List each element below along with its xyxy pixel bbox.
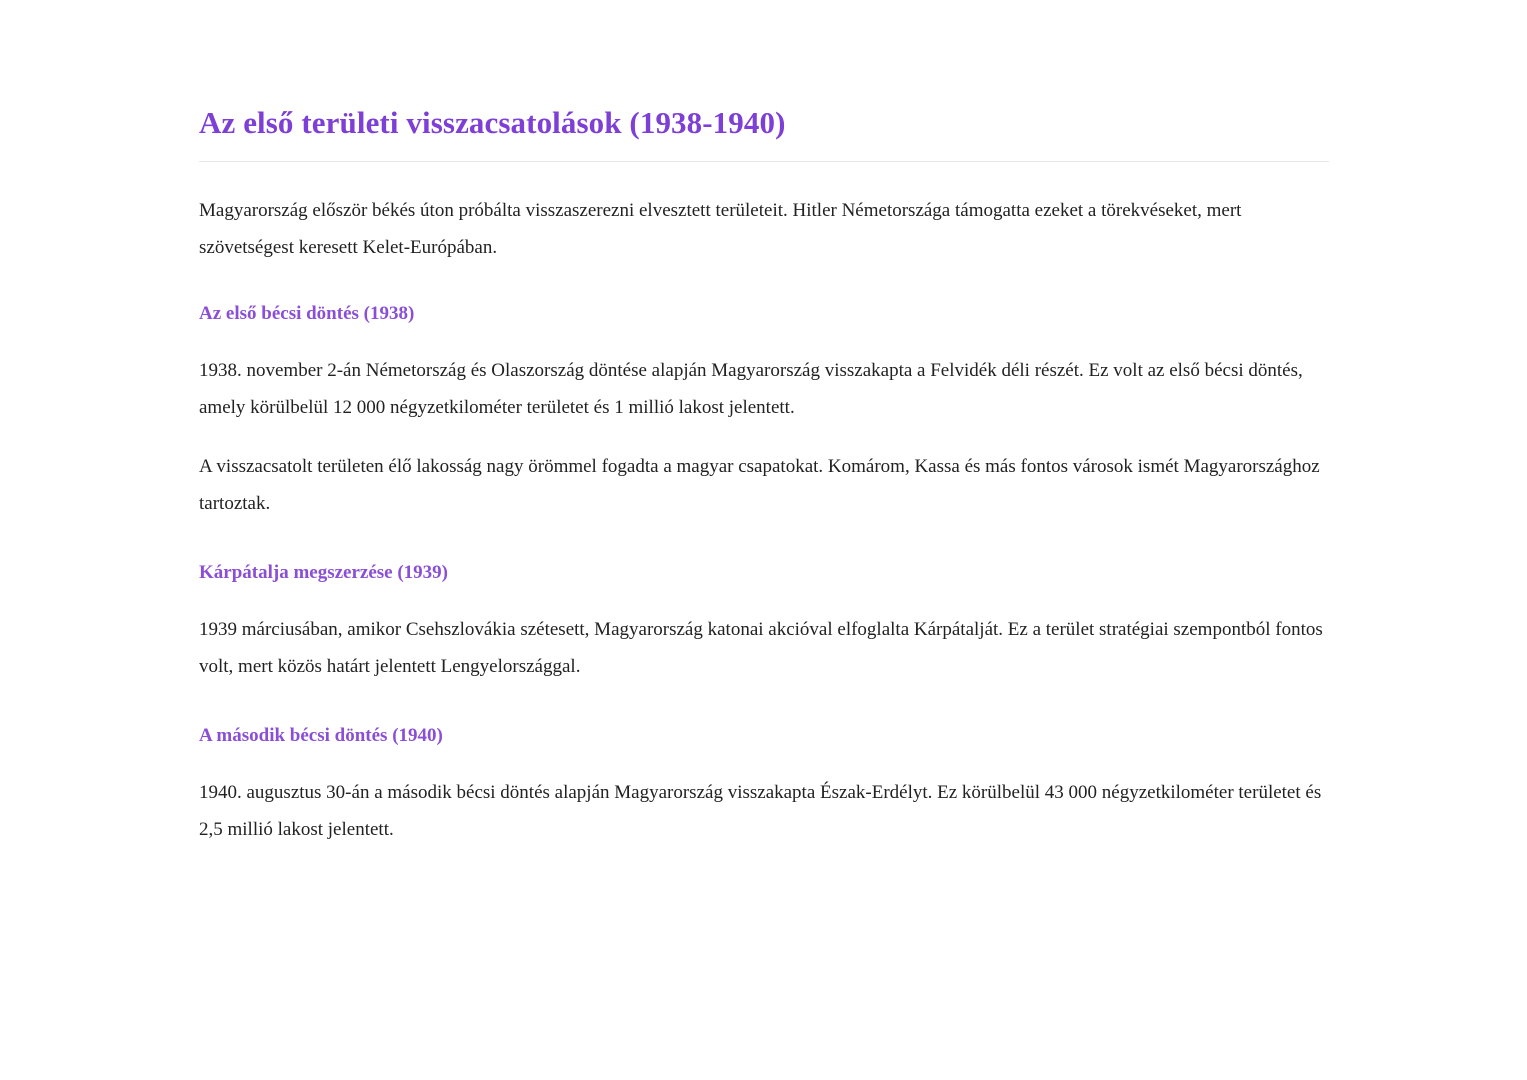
intro-paragraph: Magyarország először békés úton próbálta visszaszerezni elvesztett területeit. Hitler Németországa támogatta ezeket a törekvéseket, mert szövetségest keresett Kelet-Európában. — [199, 200, 1242, 258]
section-paragraph: 1939 márciusában, amikor Csehszlovákia szétesett, Magyarország katonai akcióval elfoglalta Kárpátalját. Ez a terület stratégiai szempontból fontos volt, mert közös határt jelentett Lengyelországgal. — [199, 619, 1323, 677]
section-heading-second-vienna-award: A második bécsi döntés (1940) — [199, 725, 443, 746]
section-paragraph: A visszacsatolt területen élő lakosság nagy örömmel fogadta a magyar csapatokat. Komárom, Kassa és más fontos városok ismét Magyarországhoz tartoztak. — [199, 456, 1320, 514]
article — [199, 100, 1329, 840]
section-paragraph: 1938. november 2-án Németország és Olaszország döntése alapján Magyarország visszakapta a Felvidék déli részét. Ez volt az első bécsi döntés, amely körülbelül 12 000 négyzetkilométer területet és 1 millió lakost jelentett. — [199, 360, 1303, 418]
section-heading-first-vienna-award: Az első bécsi döntés (1938) — [199, 303, 415, 324]
section-heading-carpathian-ruthenia: Kárpátalja megszerzése (1939) — [199, 562, 449, 583]
page-title: Az első területi visszacsatolások (1938-1940) — [199, 105, 786, 140]
title-divider — [199, 161, 1329, 162]
section-paragraph: 1940. augusztus 30-án a második bécsi döntés alapján Magyarország visszakapta Észak-Erdélyt. Ez körülbelül 43 000 négyzetkilométer területet és 2,5 millió lakost jelentett. — [199, 782, 1322, 840]
